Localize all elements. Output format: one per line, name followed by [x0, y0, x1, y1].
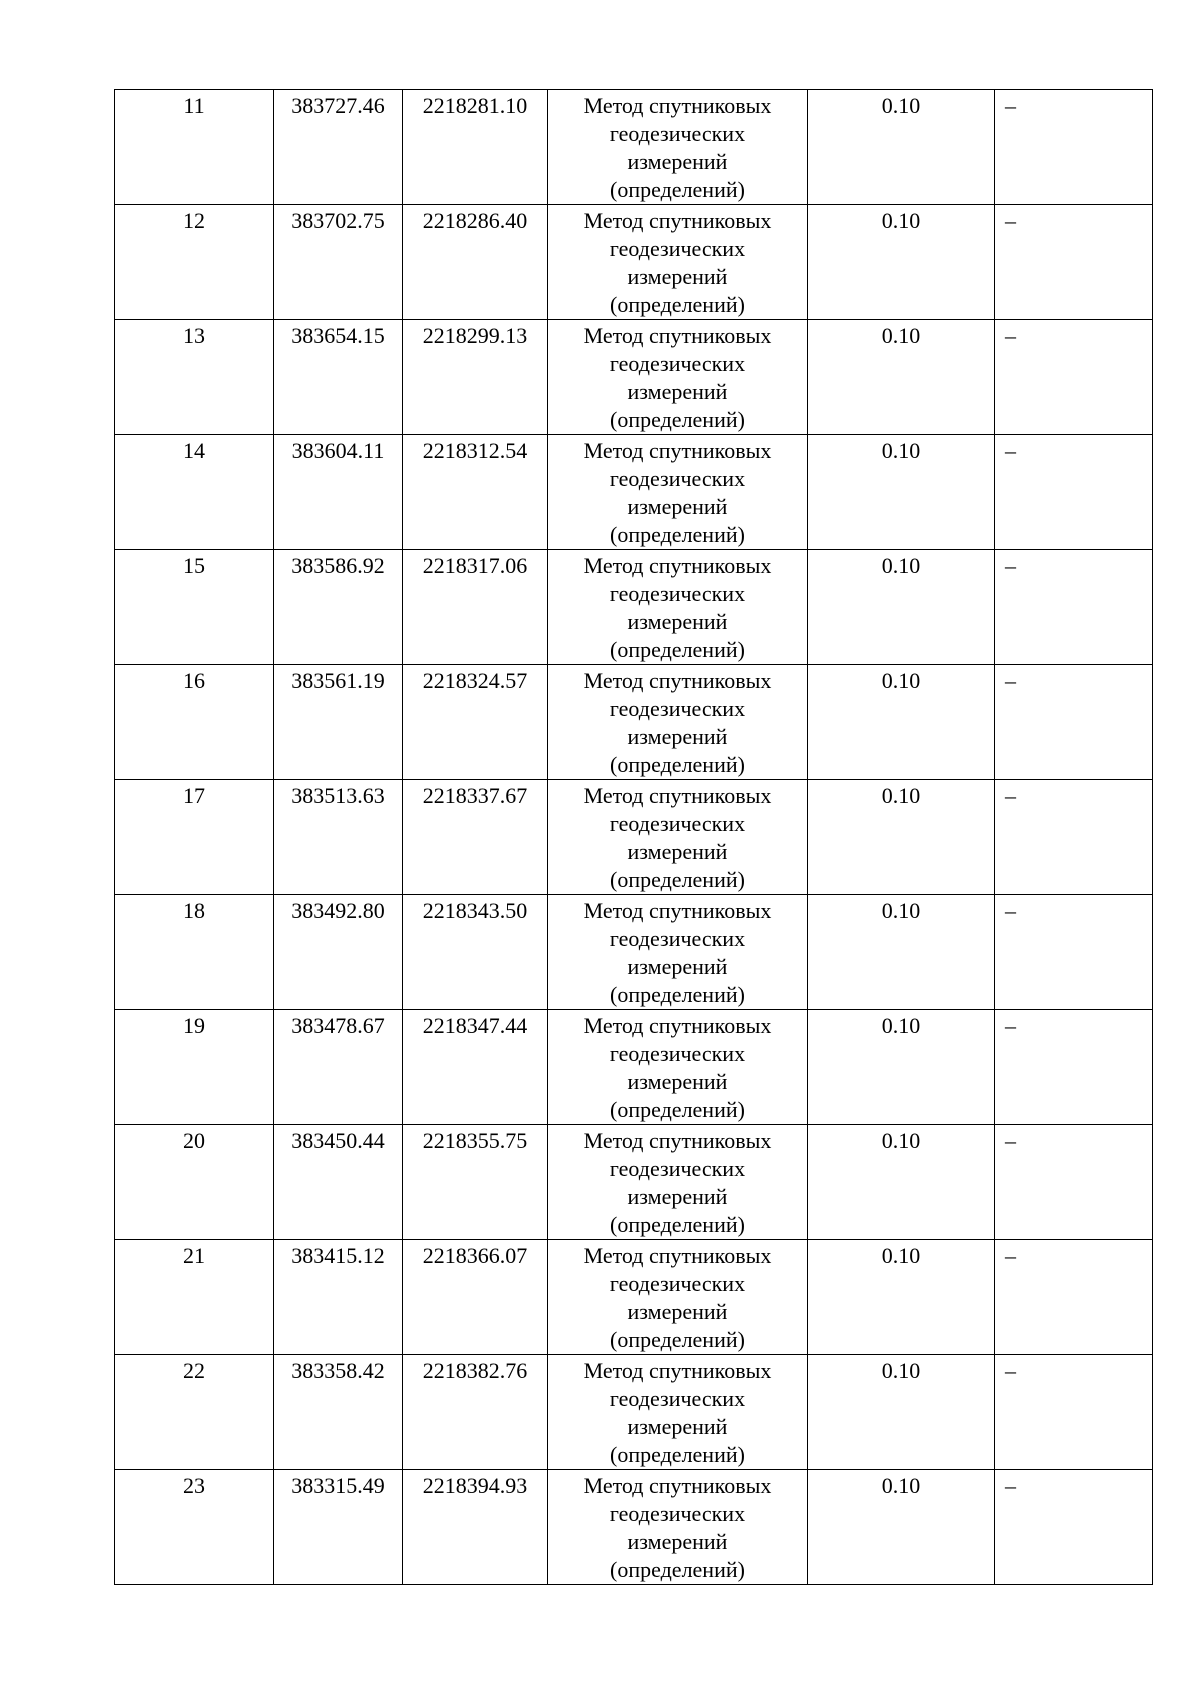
- method-cell: [548, 90, 808, 205]
- method-cell: [548, 205, 808, 320]
- method-line: (определений): [610, 407, 745, 432]
- y-coordinate-cell: 2218343.50: [403, 895, 548, 1010]
- method-line: Метод спутниковых: [583, 1243, 772, 1268]
- method-line: геодезических: [609, 1501, 746, 1526]
- table-row: [115, 435, 1153, 550]
- point-number-cell: 12: [115, 205, 274, 320]
- x-coordinate-cell: 383727.46: [274, 90, 403, 205]
- method-line: геодезических: [609, 926, 746, 951]
- x-coordinate-cell: 383315.49: [274, 1470, 403, 1585]
- x-coordinate-cell: 383586.92: [274, 550, 403, 665]
- note-cell: –: [995, 665, 1153, 780]
- method-line: измерений: [627, 1414, 728, 1439]
- accuracy-cell: 0.10: [808, 320, 995, 435]
- point-number-cell: 21: [115, 1240, 274, 1355]
- table-body: [115, 90, 1153, 1585]
- method-cell: [548, 665, 808, 780]
- method-cell: [548, 435, 808, 550]
- method-line: (определений): [610, 1557, 745, 1582]
- x-coordinate-cell: 383561.19: [274, 665, 403, 780]
- y-coordinate-cell: 2218382.76: [403, 1355, 548, 1470]
- table-row: [115, 895, 1153, 1010]
- method-line: измерений: [627, 1069, 728, 1094]
- note-cell: –: [995, 1355, 1153, 1470]
- y-coordinate-cell: 2218366.07: [403, 1240, 548, 1355]
- y-coordinate-cell: 2218394.93: [403, 1470, 548, 1585]
- point-number-cell: 15: [115, 550, 274, 665]
- method-line: Метод спутниковых: [583, 1013, 772, 1038]
- method-line: Метод спутниковых: [583, 898, 772, 923]
- point-number-cell: 17: [115, 780, 274, 895]
- method-line: Метод спутниковых: [583, 1358, 772, 1383]
- table-row: [115, 320, 1153, 435]
- method-line: Метод спутниковых: [583, 553, 772, 578]
- accuracy-cell: 0.10: [808, 435, 995, 550]
- method-cell: [548, 550, 808, 665]
- point-number-cell: 22: [115, 1355, 274, 1470]
- accuracy-cell: 0.10: [808, 1240, 995, 1355]
- method-line: геодезических: [609, 1041, 746, 1066]
- accuracy-cell: 0.10: [808, 895, 995, 1010]
- method-cell: [548, 320, 808, 435]
- note-cell: –: [995, 1125, 1153, 1240]
- point-number-cell: 13: [115, 320, 274, 435]
- y-coordinate-cell: 2218355.75: [403, 1125, 548, 1240]
- method-line: геодезических: [609, 1386, 746, 1411]
- method-line: геодезических: [609, 1156, 746, 1181]
- method-line: (определений): [610, 1442, 745, 1467]
- method-line: измерений: [627, 149, 728, 174]
- table-row: [115, 550, 1153, 665]
- method-line: (определений): [610, 1327, 745, 1352]
- method-line: (определений): [610, 1212, 745, 1237]
- y-coordinate-cell: 2218312.54: [403, 435, 548, 550]
- accuracy-cell: 0.10: [808, 1470, 995, 1585]
- method-line: Метод спутниковых: [583, 323, 772, 348]
- x-coordinate-cell: 383702.75: [274, 205, 403, 320]
- note-cell: –: [995, 205, 1153, 320]
- method-line: Метод спутниковых: [583, 93, 772, 118]
- accuracy-cell: 0.10: [808, 780, 995, 895]
- method-line: геодезических: [609, 351, 746, 376]
- y-coordinate-cell: 2218317.06: [403, 550, 548, 665]
- method-line: (определений): [610, 982, 745, 1007]
- x-coordinate-cell: 383492.80: [274, 895, 403, 1010]
- table-row: [115, 780, 1153, 895]
- method-line: измерений: [627, 1529, 728, 1554]
- x-coordinate-cell: 383450.44: [274, 1125, 403, 1240]
- method-line: геодезических: [609, 466, 746, 491]
- table-row: [115, 1470, 1153, 1585]
- method-line: измерений: [627, 1299, 728, 1324]
- note-cell: –: [995, 320, 1153, 435]
- coordinates-table: [114, 89, 1153, 1585]
- method-line: измерений: [627, 264, 728, 289]
- x-coordinate-cell: 383415.12: [274, 1240, 403, 1355]
- method-line: (определений): [610, 1097, 745, 1122]
- x-coordinate-cell: 383654.15: [274, 320, 403, 435]
- method-cell: [548, 1355, 808, 1470]
- method-line: измерений: [627, 1184, 728, 1209]
- y-coordinate-cell: 2218299.13: [403, 320, 548, 435]
- method-line: (определений): [610, 177, 745, 202]
- method-line: Метод спутниковых: [583, 438, 772, 463]
- note-cell: –: [995, 1240, 1153, 1355]
- x-coordinate-cell: 383478.67: [274, 1010, 403, 1125]
- accuracy-cell: 0.10: [808, 90, 995, 205]
- y-coordinate-cell: 2218324.57: [403, 665, 548, 780]
- method-cell: [548, 1125, 808, 1240]
- method-line: измерений: [627, 839, 728, 864]
- x-coordinate-cell: 383604.11: [274, 435, 403, 550]
- method-line: геодезических: [609, 1271, 746, 1296]
- method-line: измерений: [627, 724, 728, 749]
- note-cell: –: [995, 1010, 1153, 1125]
- point-number-cell: 23: [115, 1470, 274, 1585]
- accuracy-cell: 0.10: [808, 205, 995, 320]
- method-line: (определений): [610, 522, 745, 547]
- point-number-cell: 18: [115, 895, 274, 1010]
- accuracy-cell: 0.10: [808, 1125, 995, 1240]
- table-row: [115, 1010, 1153, 1125]
- note-cell: –: [995, 1470, 1153, 1585]
- method-cell: [548, 1240, 808, 1355]
- table-row: [115, 665, 1153, 780]
- x-coordinate-cell: 383513.63: [274, 780, 403, 895]
- method-line: Метод спутниковых: [583, 208, 772, 233]
- point-number-cell: 20: [115, 1125, 274, 1240]
- method-line: (определений): [610, 752, 745, 777]
- table-row: [115, 205, 1153, 320]
- table-row: [115, 90, 1153, 205]
- accuracy-cell: 0.10: [808, 665, 995, 780]
- point-number-cell: 16: [115, 665, 274, 780]
- y-coordinate-cell: 2218286.40: [403, 205, 548, 320]
- method-line: Метод спутниковых: [583, 668, 772, 693]
- x-coordinate-cell: 383358.42: [274, 1355, 403, 1470]
- table-row: [115, 1355, 1153, 1470]
- method-line: Метод спутниковых: [583, 1128, 772, 1153]
- note-cell: –: [995, 895, 1153, 1010]
- y-coordinate-cell: 2218347.44: [403, 1010, 548, 1125]
- accuracy-cell: 0.10: [808, 550, 995, 665]
- y-coordinate-cell: 2218337.67: [403, 780, 548, 895]
- method-line: геодезических: [609, 236, 746, 261]
- method-line: (определений): [610, 637, 745, 662]
- method-line: измерений: [627, 954, 728, 979]
- note-cell: –: [995, 780, 1153, 895]
- note-cell: –: [995, 435, 1153, 550]
- point-number-cell: 14: [115, 435, 274, 550]
- point-number-cell: 11: [115, 90, 274, 205]
- method-line: геодезических: [609, 581, 746, 606]
- method-line: Метод спутниковых: [583, 1473, 772, 1498]
- method-line: (определений): [610, 867, 745, 892]
- method-line: (определений): [610, 292, 745, 317]
- note-cell: –: [995, 90, 1153, 205]
- method-line: геодезических: [609, 121, 746, 146]
- method-cell: [548, 1470, 808, 1585]
- table-row: [115, 1240, 1153, 1355]
- method-cell: [548, 1010, 808, 1125]
- accuracy-cell: 0.10: [808, 1010, 995, 1125]
- method-line: измерений: [627, 379, 728, 404]
- method-cell: [548, 780, 808, 895]
- method-line: геодезических: [609, 811, 746, 836]
- y-coordinate-cell: 2218281.10: [403, 90, 548, 205]
- table-row: [115, 1125, 1153, 1240]
- method-line: геодезических: [609, 696, 746, 721]
- point-number-cell: 19: [115, 1010, 274, 1125]
- accuracy-cell: 0.10: [808, 1355, 995, 1470]
- method-line: измерений: [627, 609, 728, 634]
- method-line: измерений: [627, 494, 728, 519]
- method-cell: [548, 895, 808, 1010]
- method-line: Метод спутниковых: [583, 783, 772, 808]
- note-cell: –: [995, 550, 1153, 665]
